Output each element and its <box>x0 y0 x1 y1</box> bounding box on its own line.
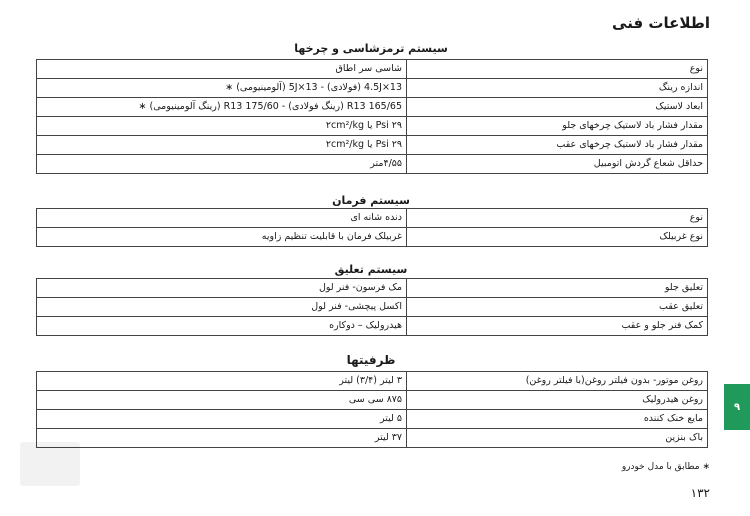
steering-table <box>36 208 708 247</box>
row-label: روغن هیدرولیک <box>407 391 708 410</box>
row-value: مک فرسون- فنر لول <box>37 279 407 298</box>
row-label: تعلیق جلو <box>407 279 708 298</box>
table-row <box>37 429 708 448</box>
row-label: اندازه رینگ <box>407 79 708 98</box>
table-row <box>37 136 708 155</box>
row-value: شاسی سر اطاق <box>37 60 407 79</box>
row-label: مقدار فشار باد لاستیک چرخهای جلو <box>407 117 708 136</box>
row-value: ۲۹ Psi یا ۲cm²/kg <box>37 117 407 136</box>
section-title-capacities: ظرفیتها <box>346 353 396 367</box>
row-label: حداقل شعاع گردش اتومبیل <box>407 155 708 174</box>
row-value: ۲۹ Psi یا ۲cm²/kg <box>37 136 407 155</box>
chapter-tab: ۹ <box>724 384 750 430</box>
table-row <box>37 155 708 174</box>
brakes-table <box>36 59 708 174</box>
page-title: اطلاعات فنی <box>612 14 710 32</box>
table-row <box>37 117 708 136</box>
table-row <box>37 60 708 79</box>
table-row <box>37 98 708 117</box>
row-value: هیدرولیک – دوکاره <box>37 317 407 336</box>
section-title-suspension: سیستم تعلیق <box>334 263 408 276</box>
footnote: ∗ مطابق با مدل خودرو <box>621 462 710 472</box>
table-row <box>37 372 708 391</box>
table-row <box>37 410 708 429</box>
row-label: نوع <box>407 60 708 79</box>
table-row <box>37 317 708 336</box>
row-value: ۴/۵۵متر <box>37 155 407 174</box>
section-title-brakes: سیستم ترمزشاسی و چرخها <box>294 42 448 55</box>
row-label: مقدار فشار باد لاستیک چرخهای عقب <box>407 136 708 155</box>
page-number: ۱۳۲ <box>690 486 710 500</box>
row-label: باک بنزین <box>407 429 708 448</box>
row-value: دنده شانه ای <box>37 209 407 228</box>
table-row <box>37 79 708 98</box>
table-row <box>37 228 708 247</box>
row-value: 165/65 R13 (رینگ فولادی) - 175/60 R13 (رینگ آلومینیومی) ∗ <box>37 98 407 117</box>
row-value: اکسل پیچشی- فنر لول <box>37 298 407 317</box>
section-title-steering: سیستم فرمان <box>332 194 410 207</box>
row-value: ۵ لیتر <box>37 410 407 429</box>
row-value: 4.5J×13 (فولادی) - 5J×13 (آلومینیومی) ∗ <box>37 79 407 98</box>
row-label: کمک فنر جلو و عقب <box>407 317 708 336</box>
row-value: ۳۷ لیتر <box>37 429 407 448</box>
row-label: مایع خنک کننده <box>407 410 708 429</box>
row-label: نوع <box>407 209 708 228</box>
row-label: تعلیق عقب <box>407 298 708 317</box>
suspension-table <box>36 278 708 336</box>
watermark <box>20 442 80 486</box>
row-value: ۳ لیتر (۳/۴) لیتر <box>37 372 407 391</box>
row-label: روغن موتور- بدون فیلتر روغن(با فیلتر روغن) <box>407 372 708 391</box>
table-row <box>37 298 708 317</box>
row-value: ۸۷۵ سی سی <box>37 391 407 410</box>
table-row <box>37 209 708 228</box>
capacities-table <box>36 371 708 448</box>
table-row <box>37 391 708 410</box>
row-label: نوع غربیلک <box>407 228 708 247</box>
table-row <box>37 279 708 298</box>
row-label: ابعاد لاستیک <box>407 98 708 117</box>
row-value: غربیلک فرمان با قابلیت تنظیم زاویه <box>37 228 407 247</box>
